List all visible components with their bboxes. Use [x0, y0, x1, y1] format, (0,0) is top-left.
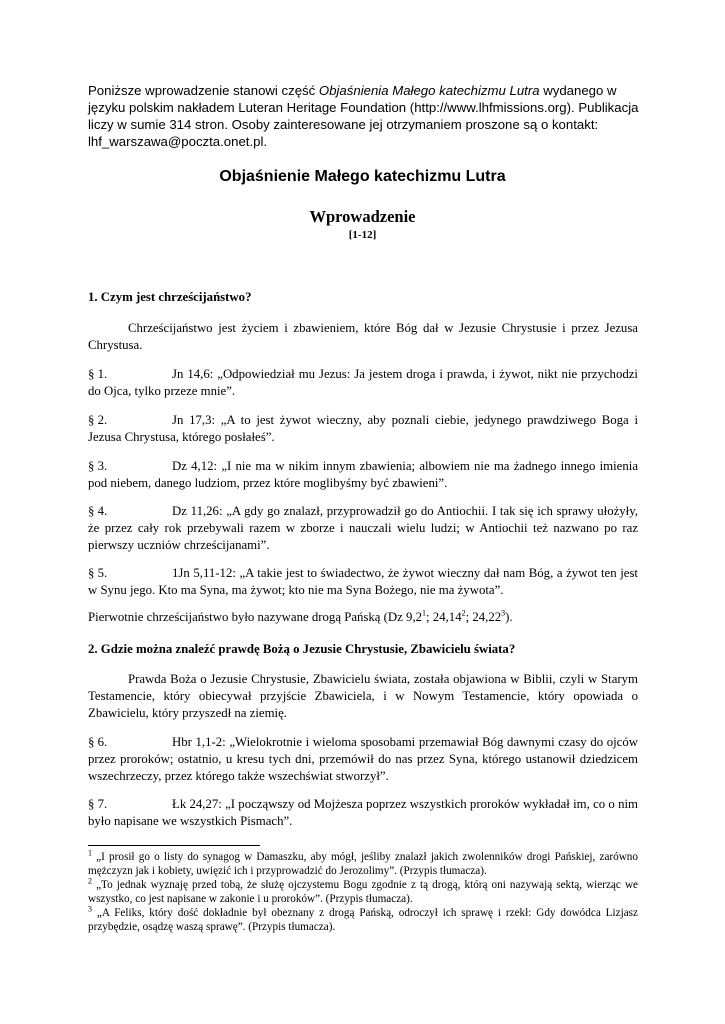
question-1-heading: 1. Czym jest chrześcijaństwo?	[88, 290, 252, 304]
verse-number: § 7.	[88, 797, 108, 811]
verse-paragraph	[88, 734, 638, 785]
question-1-answer: Chrześcijaństwo jest życiem i zbawieniem, które Bóg dał w Jezusie Chrystusie i przez Jezusa Chrystusa.	[88, 321, 638, 352]
footnote-divider	[88, 845, 260, 846]
verse-text: Hbr 1,1-2: „Wielokrotnie i wieloma sposobami przemawiał Bóg dawnymi czasy do ojców przez proroków; ostatnio, u kresu tych dni, przemówił do nas przez Syna, którego ustanowił dziedzicem wszechrzeczy, przez którego także wszechświat stworzył”.	[88, 735, 638, 783]
verse-text: Jn 14,6: „Odpowiedział mu Jezus: Ja jestem droga i prawda, i żywot, nikt nie przychodzi do Ojca, tylko przeze mnie”.	[88, 367, 638, 398]
question-2-answer: Prawda Boża o Jezusie Chrystusie, Zbawicielu świata, została objawiona w Biblii, czyli w Starym Testamencie, który obiecywał przyjście Zbawiciela, i w Nowym Testamencie, który opowiada o Zbawicielu, który przyszedł na ziemię.	[88, 672, 638, 720]
intro-paragraph	[88, 82, 648, 150]
verse-paragraph	[88, 796, 638, 830]
verse-paragraph	[88, 366, 638, 400]
footnote-text: „A Feliks, który dość dokładnie był obeznany z drogą Pańską, odroczył ich sprawę i rzekł: Gdy dowódca Lizjasz przybędzie, osądzę waszą sprawę”. (Przypis tłumacza).	[88, 907, 638, 933]
intro-text-end: wydanego w języku polskim nakładem Luteran Heritage Foundation (http://www.lhfmissions.org). Publikacja liczy w sumie 314 stron. Osoby zainteresowane jej otrzymaniem proszone są o kontakt: lhf_warszawa@poczta.onet.pl.	[88, 83, 639, 149]
verse-text: Dz 11,26: „A gdy go znalazł, przyprowadził go do Antiochii. I tak się ich sprawy ułożyły, że przez cały rok przebywali razem w zborze i nauczali wielu ludzi; w Antiochii też nazwano po raz pierwszy uczniów chrześcijanami”.	[88, 504, 638, 552]
footnote	[88, 848, 638, 878]
section-title: Wprowadzenie	[309, 207, 416, 226]
footnote-number: 1	[88, 848, 92, 858]
verse-number: § 3.	[88, 459, 108, 473]
footnote	[88, 876, 638, 906]
footnote	[88, 904, 638, 934]
section-range: [1-12]	[348, 229, 377, 241]
footnote-text: „I prosił go o listy do synagog w Damaszku, aby mógł, jeśliby znalazł jakich zwolenników drogi Pańskiej, zarówno mężczyzn jak i kobiety, uwięzić ich i przyprowadzić do Jerozolimy”. (Przypis tłumacza).	[88, 851, 638, 877]
verse-number: § 4.	[88, 504, 108, 518]
verse-number: § 2.	[88, 413, 108, 427]
intro-book-title: Objaśnienia Małego katechizmu Lutra	[318, 83, 540, 98]
verse-text: Łk 24,27: „I począwszy od Mojżesza poprzez wszystkich proroków wykładał im, co o nim było napisane we wszystkich Pismach”.	[88, 797, 638, 828]
footnote-text: „To jednak wyznaję przed tobą, że służę ojczystemu Bogu zgodnie z tą drogą, którą oni nazywają sektą, wierząc we wszystko, co jest napisane w zakonie i u proroków”. (Przypis tłumacza).	[88, 879, 638, 905]
footnote-number: 3	[88, 904, 92, 914]
verse-paragraph	[88, 412, 638, 446]
verse-number: § 1.	[88, 367, 108, 381]
footnote-number: 2	[88, 876, 92, 886]
historical-note: Pierwotnie chrześcijaństwo było nazywane drogą Pańską (Dz $9,2^1$; 24,14$^2$; 24,22$^3$).	[88, 608, 513, 624]
verse-text: Dz 4,12: „I nie ma w nikim innym zbawienia; albowiem nie ma żadnego innego imienia pod niebem, danego ludziom, przez które moglibyśmy być zbawieni”.	[88, 459, 638, 490]
verse-paragraph	[88, 565, 638, 599]
verse-number: § 5.	[88, 566, 108, 580]
verse-paragraph	[88, 503, 638, 554]
footnote-ref: 3	[501, 608, 506, 618]
verse-text: 1Jn 5,11-12: „A takie jest to świadectwo, że żywot wieczny dał nam Bóg, a żywot ten jest w Synu jego. Kto ma Syna, ma żywot; kto nie ma Syna Bożego, nie ma żywota”.	[88, 566, 638, 597]
verse-number: § 6.	[88, 735, 108, 749]
intro-text-start: Poniższe wprowadzenie stanowi część	[88, 83, 319, 98]
question-2-heading: 2. Gdzie można znaleźć prawdę Bożą o Jezusie Chrystusie, Zbawicielu świata?	[88, 642, 516, 656]
document-title: Objaśnienie Małego katechizmu Lutra	[219, 168, 506, 185]
verse-paragraph	[88, 458, 638, 492]
verse-text: Jn 17,3: „A to jest żywot wieczny, aby poznali ciebie, jedynego prawdziwego Boga i Jezusa Chrystusa, którego posłałeś”.	[88, 413, 638, 444]
footnote-ref: 1	[422, 608, 427, 618]
footnote-ref: 2	[461, 608, 466, 618]
